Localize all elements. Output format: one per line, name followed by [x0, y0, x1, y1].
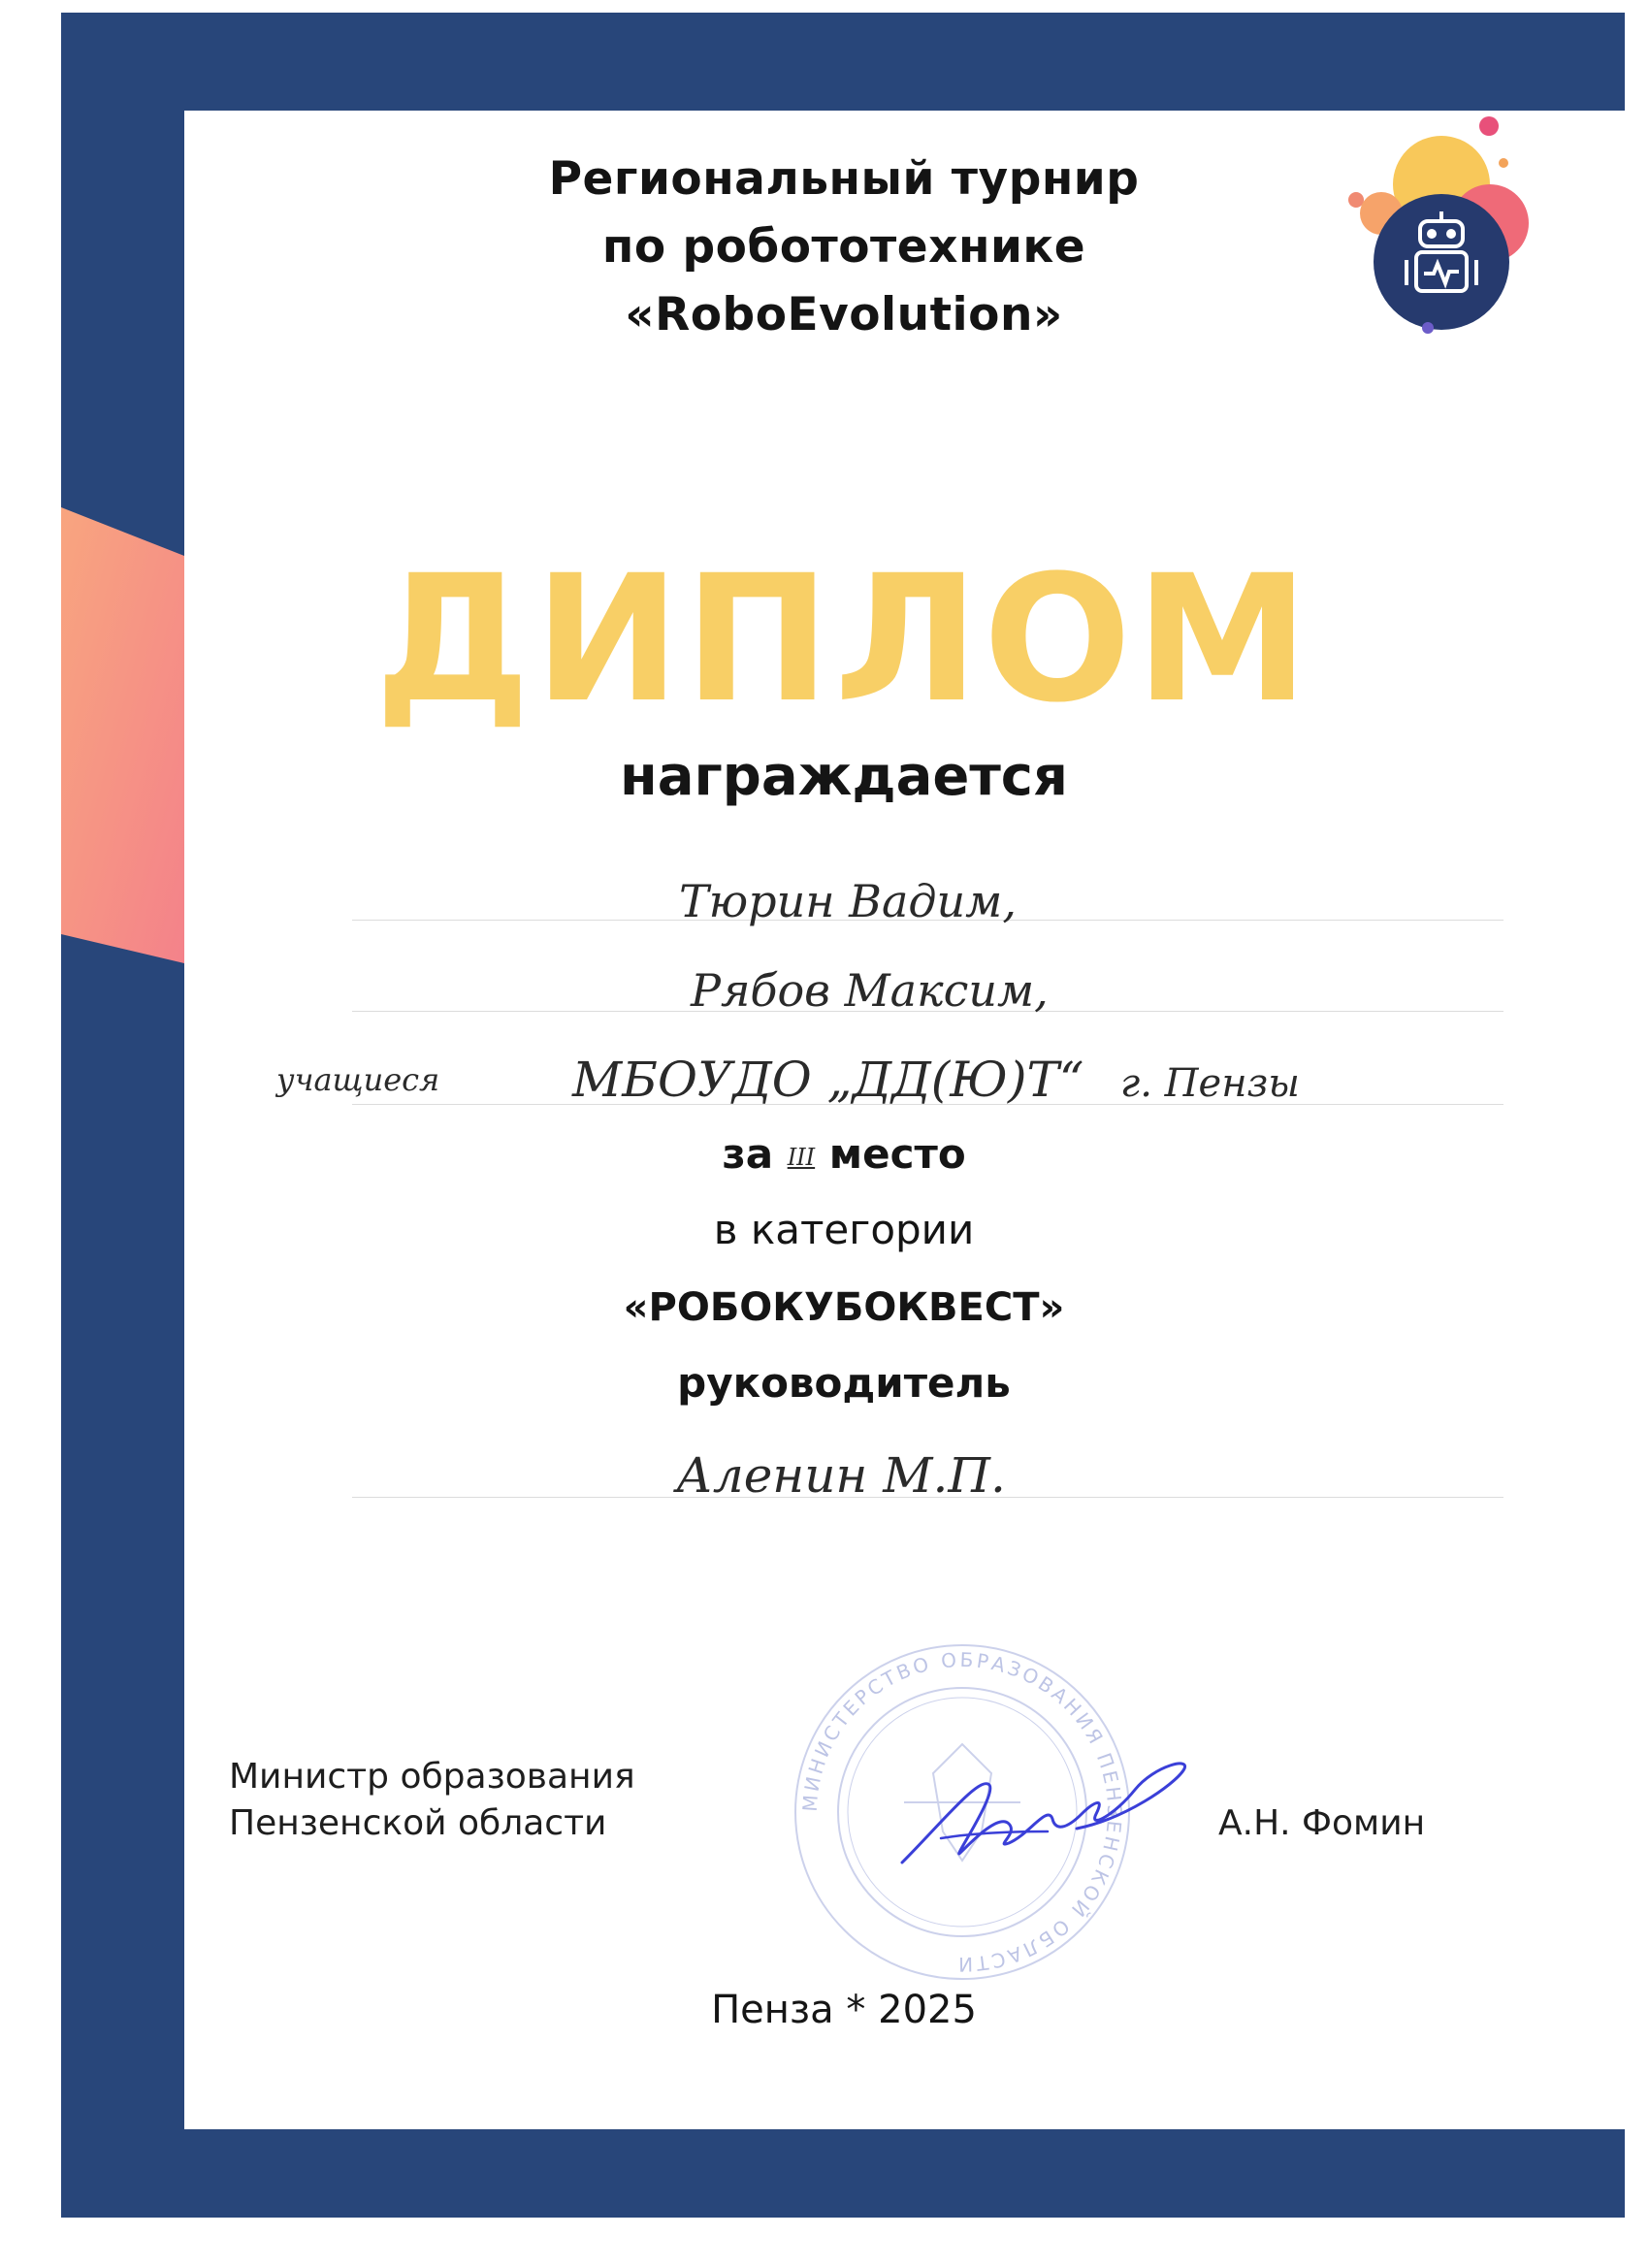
signatory-title	[229, 1754, 635, 1847]
footer-city-year: Пенза * 2025	[711, 1988, 977, 2032]
city-name: г. Пензы	[1120, 1061, 1300, 1106]
recipient-line-2: Рябов Максим,	[691, 964, 1049, 1017]
place-number: III	[787, 1143, 816, 1171]
place-line	[0, 1127, 1649, 1184]
place-suffix: место	[828, 1130, 966, 1178]
diploma-title: ДИПЛОМ	[374, 538, 1313, 741]
title-line-2: по робототехнике	[601, 220, 1086, 274]
robot-logo	[1339, 107, 1552, 340]
signatory-title-line-2: Пензенской области	[229, 1803, 607, 1843]
signature	[883, 1746, 1212, 1882]
seal-text: МИНИСТЕРСТВО ОБРАЗОВАНИЯ ПЕНЗЕНСКОЙ ОБЛАСТИ	[797, 1647, 1127, 1977]
category-label: в категории	[713, 1206, 975, 1253]
recipient-line-1: Тюрин Вадим,	[679, 875, 1017, 927]
supervisor-name: Аленин М.П.	[676, 1447, 1006, 1504]
supervisor-label: руководитель	[677, 1359, 1011, 1407]
place-prefix: за	[722, 1130, 774, 1178]
signatory-title-line-1: Министр образования	[229, 1757, 635, 1797]
students-word: учащиеся	[276, 1061, 440, 1098]
school-name: МБОУДО „ДД(Ю)Т“	[572, 1052, 1084, 1108]
category-name: «РОБОКУБОКВЕСТ»	[623, 1285, 1065, 1330]
title-line-1: Региональный турнир	[548, 152, 1140, 206]
awarded-label: награждается	[620, 745, 1068, 808]
signatory-name: А.Н. Фомин	[1218, 1803, 1426, 1843]
title-line-3: «RoboEvolution»	[625, 288, 1063, 341]
